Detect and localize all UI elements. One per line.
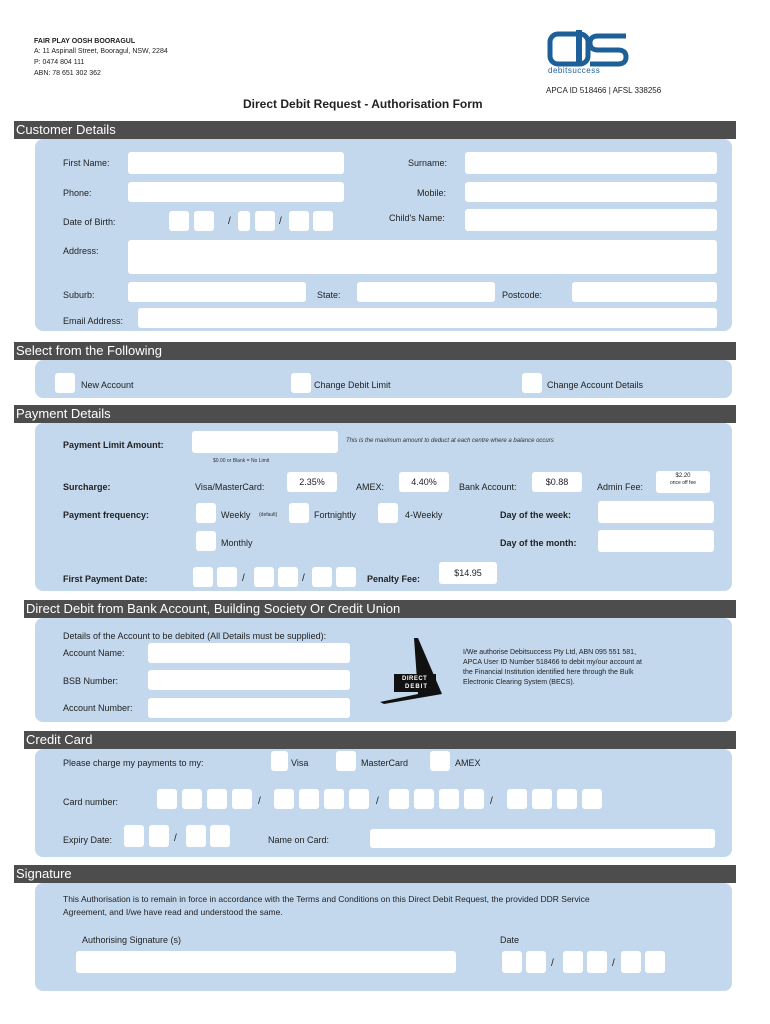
signature-terms-line-2: Agreement, and I/we have read and understood the same. [63,907,283,917]
payment-limit-note: This is the maximum amount to deduct at each centre where a balance occurs [346,438,554,444]
new-account-label: New Account [81,380,134,390]
change-limit-checkbox[interactable] [291,373,311,393]
direct-debit-logo-text-1: DIRECT [402,676,428,682]
credit-card-header: Credit Card [24,731,736,749]
amex-card-label: AMEX [455,758,481,768]
first-payment-month-2[interactable] [278,567,298,587]
mobile-label: Mobile: [417,188,447,198]
dob-day-2[interactable] [194,211,214,231]
payment-limit-input[interactable] [192,431,338,453]
customer-details-header: Customer Details [14,121,736,139]
first-payment-year-1[interactable] [312,567,332,587]
card-digit-2[interactable] [182,789,202,809]
change-limit-label: Change Debit Limit [314,380,391,390]
authorise-line-1: I/We authorise Debitsuccess Pty Ltd, ABN 095 551 581, [463,649,637,656]
authorise-line-2: APCA User ID Number 518466 to debit my/our account at [463,659,642,666]
signature-terms-line-1: This Authorisation is to remain in force in accordance with the Terms and Conditions on this Direct Debit Request, the provided DDR Service [63,894,590,904]
dob-year-1[interactable] [289,211,309,231]
card-number-label: Card number: [63,797,119,807]
dob-month-2[interactable] [255,211,275,231]
mobile-input[interactable] [465,182,717,202]
dob-label: Date of Birth: [63,217,116,227]
card-digit-4[interactable] [232,789,252,809]
phone-input[interactable] [128,182,344,202]
four-weekly-checkbox[interactable] [378,503,398,523]
fortnightly-checkbox[interactable] [289,503,309,523]
org-phone: P: 0474 804 111 [34,59,85,66]
org-address: A: 11 Aspinall Street, Booragul, NSW, 2284 [34,48,168,55]
card-slash-3: / [490,796,493,807]
postcode-input[interactable] [572,282,717,302]
suburb-input[interactable] [128,282,306,302]
logo-text: debitsuccess [548,66,601,75]
card-digit-12[interactable] [464,789,484,809]
expiry-year-2[interactable] [210,825,230,847]
admin-fee-note: once off fee [669,480,697,486]
amex-label: AMEX: [356,482,385,492]
card-digit-9[interactable] [389,789,409,809]
address-input[interactable] [128,240,717,274]
visa-label: Visa [291,758,309,768]
name-on-card-label: Name on Card: [268,835,330,845]
new-account-checkbox[interactable] [55,373,75,393]
monthly-label: Monthly [221,538,253,548]
bsb-input[interactable] [148,670,350,690]
expiry-year-1[interactable] [186,825,206,847]
surcharge-label: Surcharge: [63,482,111,492]
card-digit-1[interactable] [157,789,177,809]
card-digit-6[interactable] [299,789,319,809]
bank-account-value: $0.88 [532,472,582,492]
signature-date-day-1[interactable] [502,951,522,973]
card-digit-16[interactable] [582,789,602,809]
weekly-checkbox[interactable] [196,503,216,523]
visa-mc-label: Visa/MasterCard: [195,482,265,492]
first-name-label: First Name: [63,158,110,168]
signature-date-year-1[interactable] [621,951,641,973]
surname-label: Surname: [408,158,448,168]
fortnightly-label: Fortnightly [314,510,357,520]
weekly-label: Weekly [221,510,251,520]
penalty-fee-label: Penalty Fee: [367,574,421,584]
card-digit-3[interactable] [207,789,227,809]
payment-frequency-label: Payment frequency: [63,510,150,520]
mastercard-label: MasterCard [361,758,409,768]
postcode-label: Postcode: [502,290,543,300]
first-payment-month-1[interactable] [254,567,274,587]
dob-day-1[interactable] [169,211,189,231]
bank-details-instruction: Details of the Account to be debited (All Details must be supplied): [63,631,327,641]
signature-date-year-2[interactable] [645,951,665,973]
childs-name-label: Child's Name: [389,213,445,223]
first-name-input[interactable] [128,152,344,174]
admin-fee-label: Admin Fee: [597,482,644,492]
card-digit-8[interactable] [349,789,369,809]
expiry-month-1[interactable] [124,825,144,847]
card-digit-15[interactable] [557,789,577,809]
day-of-month-input[interactable] [598,530,714,552]
signature-date-slash-2: / [612,958,615,969]
expiry-slash: / [174,833,177,844]
amex-value: 4.40% [399,472,449,492]
dob-month-1[interactable] [238,211,250,231]
dob-slash-2: / [279,216,282,227]
four-weekly-label: 4-Weekly [405,510,443,520]
childs-name-input[interactable] [465,209,717,231]
monthly-checkbox[interactable] [196,531,216,551]
card-slash-2: / [376,796,379,807]
card-digit-14[interactable] [532,789,552,809]
signature-date-month-2[interactable] [587,951,607,973]
first-payment-year-2[interactable] [336,567,356,587]
change-details-checkbox[interactable] [522,373,542,393]
debitsuccess-logo [546,28,632,76]
visa-mc-value: 2.35% [287,472,337,492]
card-digit-13[interactable] [507,789,527,809]
change-details-label: Change Account Details [547,380,644,390]
account-number-input[interactable] [148,698,350,718]
day-of-month-label: Day of the month: [500,538,577,548]
signature-date-label: Date [500,935,520,945]
name-on-card-input[interactable] [370,829,715,848]
bsb-label: BSB Number: [63,676,119,686]
address-label: Address: [63,246,99,256]
signature-date-slash-1: / [551,958,554,969]
bank-account-header: Direct Debit from Bank Account, Building Society Or Credit Union [24,600,736,618]
visa-checkbox[interactable] [271,751,288,771]
org-name: FAIR PLAY OOSH BOORAGUL [34,38,136,45]
org-abn: ABN: 78 651 302 362 [34,70,101,77]
card-slash-1: / [258,796,261,807]
select-panel [35,360,732,398]
card-digit-11[interactable] [439,789,459,809]
dob-slash-1: / [228,216,231,227]
charge-to-label: Please charge my payments to my: [63,758,204,768]
first-payment-date-label: First Payment Date: [63,574,148,584]
direct-debit-logo-text-2: DEBIT [405,684,428,690]
state-input[interactable] [357,282,495,302]
authorising-signature-label: Authorising Signature (s) [82,935,182,945]
card-digit-10[interactable] [414,789,434,809]
payment-limit-label: Payment Limit Amount: [63,440,164,450]
first-payment-day-2[interactable] [217,567,237,587]
admin-fee-value [656,471,710,493]
signature-date-day-2[interactable] [526,951,546,973]
signature-date-month-1[interactable] [563,951,583,973]
email-label: Email Address: [63,316,124,326]
first-payment-day-1[interactable] [193,567,213,587]
expiry-month-2[interactable] [149,825,169,847]
account-number-label: Account Number: [63,703,133,713]
day-of-week-input[interactable] [598,501,714,523]
day-of-week-label: Day of the week: [500,510,572,520]
apca-id: APCA ID 518466 | AFSL 338256 [546,86,662,95]
weekly-default-note: (default) [259,512,278,518]
authorise-line-3: the Financial Institution identified here through the Bulk [463,669,634,676]
card-digit-7[interactable] [324,789,344,809]
payment-limit-sub: $0.00 or Blank = No Limit [213,458,270,464]
select-header: Select from the Following [14,342,736,360]
account-name-input[interactable] [148,643,350,663]
form-title: Direct Debit Request - Authorisation Form [243,97,483,111]
dob-year-2[interactable] [313,211,333,231]
first-payment-slash-2: / [302,573,305,584]
mastercard-checkbox[interactable] [336,751,356,771]
expiry-date-label: Expiry Date: [63,835,113,845]
signature-header: Signature [14,865,736,883]
signature-terms [63,893,590,919]
penalty-fee-value: $14.95 [439,562,497,584]
suburb-label: Suburb: [63,290,95,300]
first-payment-slash-1: / [242,573,245,584]
email-input[interactable] [138,308,717,328]
bank-authorisation-text [463,648,642,688]
state-label: State: [317,290,341,300]
amex-checkbox[interactable] [430,751,450,771]
card-digit-5[interactable] [274,789,294,809]
bank-account-label: Bank Account: [459,482,517,492]
payment-details-header: Payment Details [14,405,736,423]
phone-label: Phone: [63,188,92,198]
signature-input[interactable] [76,951,456,973]
account-name-label: Account Name: [63,648,125,658]
admin-fee-amount: $2.20 [675,473,691,479]
surname-input[interactable] [465,152,717,174]
direct-debit-logo [378,636,444,708]
authorise-line-4: Electronic Clearing System (BECS). [463,679,575,686]
